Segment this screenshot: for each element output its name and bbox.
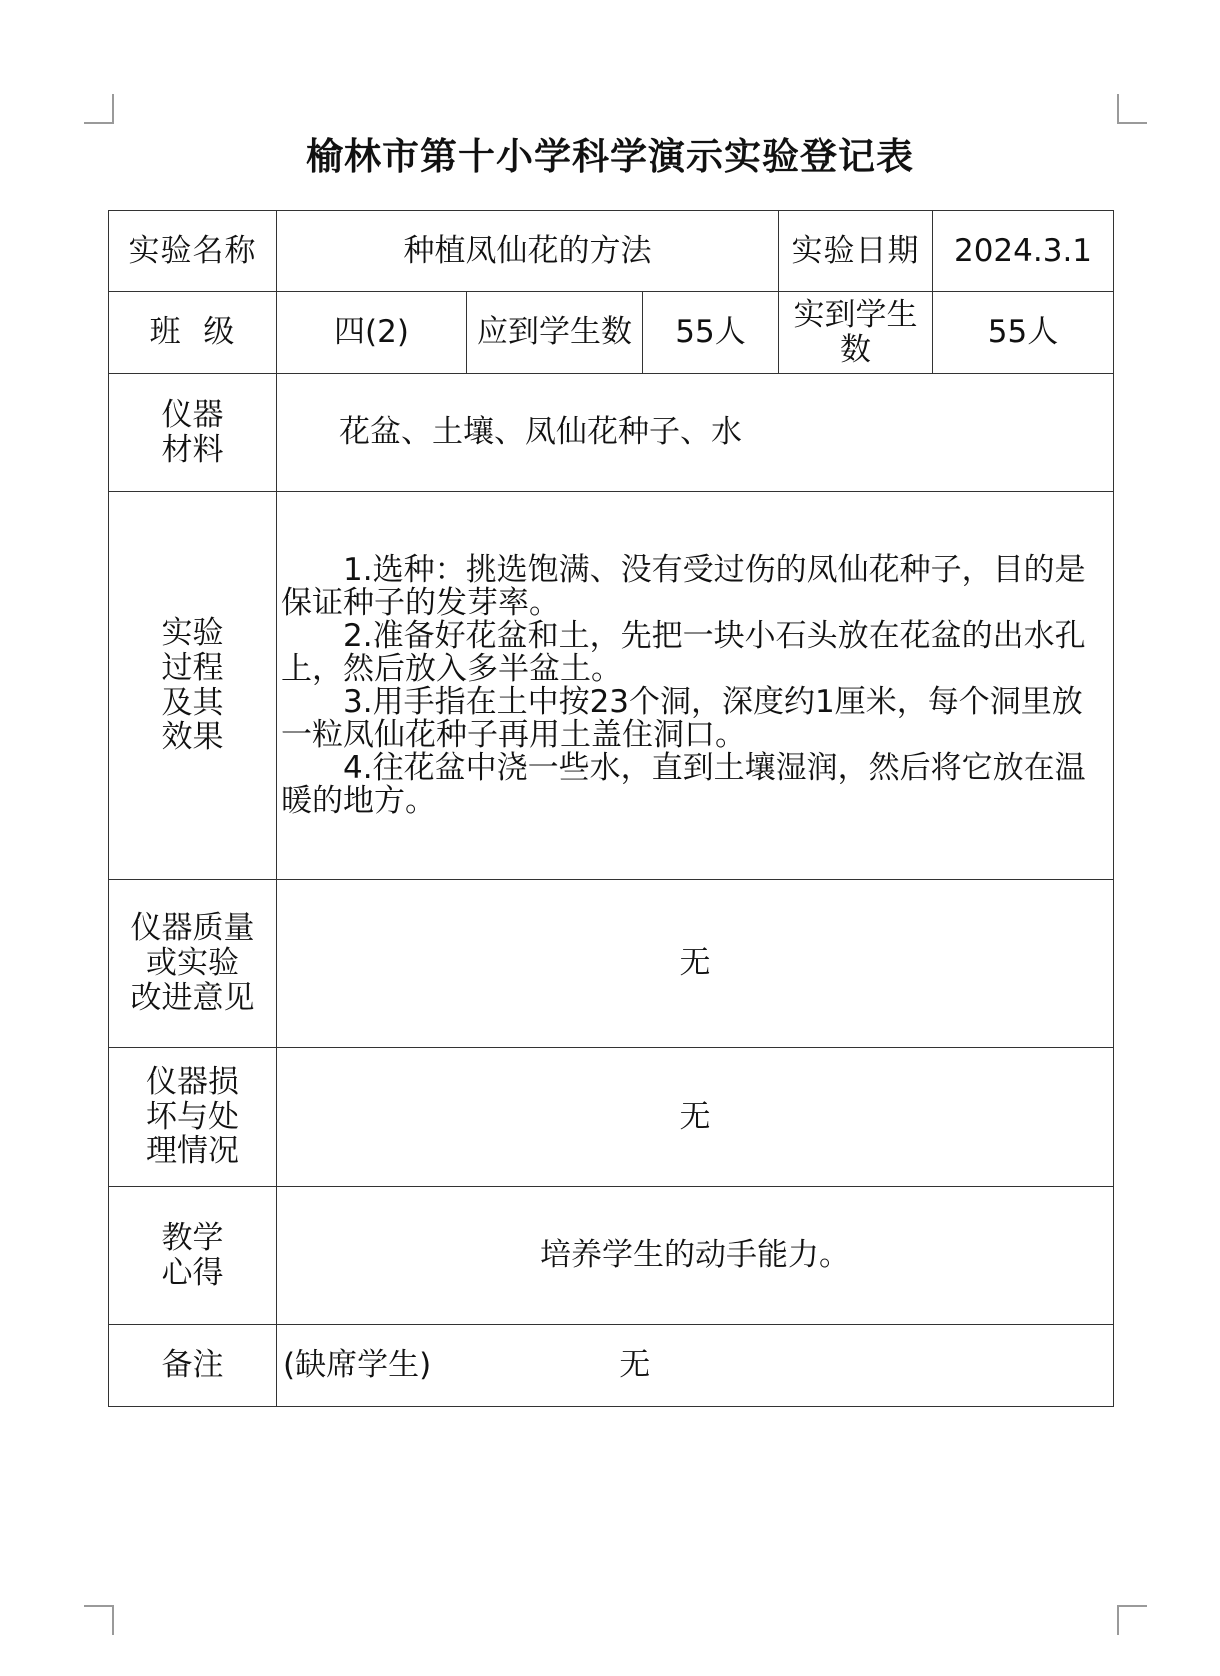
damage-label-line: 理情况 [146, 1133, 239, 1170]
experiment-name-label: 实验名称 [109, 211, 277, 292]
process-label-line: 过程 [161, 649, 224, 686]
expected-students-label: 应到学生数 [467, 292, 643, 374]
row-process [109, 492, 1114, 880]
reflection-label-line: 心得 [161, 1254, 224, 1291]
absent-students-value: 无 [619, 1347, 651, 1384]
remarks-value [277, 1325, 1114, 1407]
experiment-date-label: 实验日期 [779, 211, 933, 292]
process-step: 3.用手指在土中按23个洞，深度约1厘米，每个洞里放一粒凤仙花种子再用土盖住洞口。 [281, 683, 1083, 753]
crop-mark-top-right [1117, 94, 1147, 124]
quality-value: 无 [277, 880, 1114, 1048]
row-experiment-name [109, 211, 1114, 292]
expected-students-value: 55人 [643, 292, 779, 374]
process-label-line: 及其 [161, 684, 224, 721]
row-class-info [109, 292, 1114, 374]
damage-label-line: 仪器损 [146, 1063, 239, 1100]
registration-table [108, 210, 1114, 1407]
actual-students-label-line2: 数 [840, 331, 871, 368]
damage-value: 无 [277, 1048, 1114, 1187]
row-remarks [109, 1325, 1114, 1407]
materials-label [109, 374, 277, 492]
absent-students-label: (缺席学生) [283, 1347, 432, 1384]
actual-students-label-line1: 实到学生 [793, 296, 918, 333]
document-title: 榆林市第十小学科学演示实验登记表 [306, 135, 914, 178]
process-step: 2.准备好花盆和土，先把一块小石头放在花盆的出水孔上，然后放入多半盆土。 [281, 617, 1086, 687]
row-reflection [109, 1187, 1114, 1325]
quality-label-line: 或实验 [146, 945, 239, 982]
process-label-line: 实验 [161, 615, 224, 652]
damage-label-line: 坏与处 [146, 1098, 239, 1135]
row-materials [109, 374, 1114, 492]
remarks-label: 备注 [109, 1325, 277, 1407]
crop-mark-bottom-left [84, 1605, 114, 1635]
quality-label-line: 仪器质量 [130, 910, 255, 947]
quality-label [109, 880, 277, 1048]
row-damage [109, 1048, 1114, 1187]
materials-value: 花盆、土壤、凤仙花种子、水 [277, 374, 1114, 492]
process-step: 1.选种：挑选饱满、没有受过伤的凤仙花种子，目的是保证种子的发芽率。 [281, 551, 1086, 621]
damage-label [109, 1048, 277, 1187]
crop-mark-top-left [84, 94, 114, 124]
crop-mark-bottom-right [1117, 1605, 1147, 1635]
actual-students-value: 55人 [933, 292, 1114, 374]
process-steps [277, 492, 1114, 880]
actual-students-label [779, 292, 933, 374]
experiment-date-value: 2024.3.1 [933, 211, 1114, 292]
experiment-name-value: 种植凤仙花的方法 [277, 211, 779, 292]
reflection-label-line: 教学 [161, 1219, 224, 1256]
process-label [109, 492, 277, 880]
process-step: 4.往花盆中浇一些水，直到土壤湿润，然后将它放在温暖的地方。 [281, 749, 1086, 819]
quality-label-line: 改进意见 [130, 979, 255, 1016]
materials-label-line1: 仪器 [161, 396, 224, 433]
class-label: 班 级 [109, 292, 277, 374]
row-quality [109, 880, 1114, 1048]
process-label-line: 效果 [161, 719, 224, 756]
materials-label-line2: 材料 [161, 431, 224, 468]
class-value: 四(2) [277, 292, 467, 374]
reflection-label [109, 1187, 277, 1325]
reflection-value: 培养学生的动手能力。 [277, 1187, 1114, 1325]
